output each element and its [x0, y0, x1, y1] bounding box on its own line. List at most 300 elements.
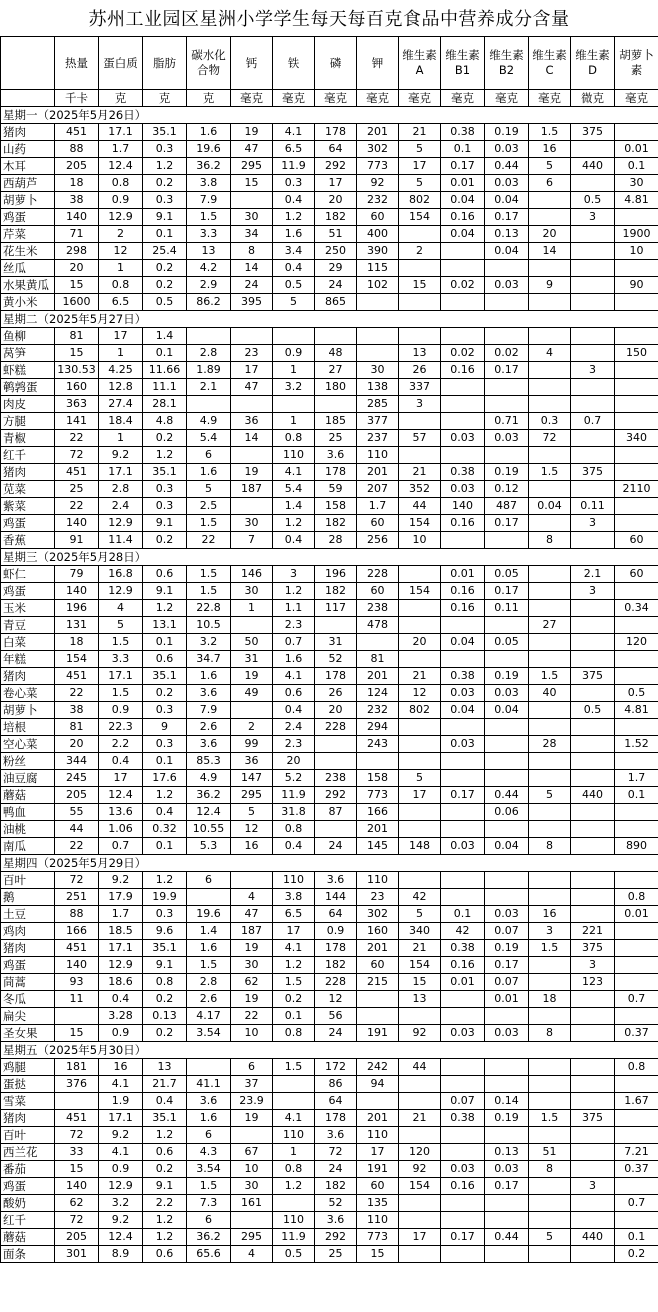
nutrient-value-cell [399, 1246, 441, 1263]
unit-cell: 毫克 [231, 90, 273, 107]
nutrient-value-cell: 17 [399, 158, 441, 175]
nutrient-value-cell: 0.38 [441, 668, 485, 685]
table-row [1, 566, 658, 583]
nutrient-value-cell: 245 [55, 770, 99, 787]
table-row [1, 651, 658, 668]
nutrient-value-cell: 0.6 [143, 651, 187, 668]
nutrient-value-cell [571, 1246, 615, 1263]
nutrient-value-cell: 141 [55, 413, 99, 430]
table-row [1, 141, 658, 158]
table-row [1, 1229, 658, 1246]
nutrient-value-cell [529, 1127, 571, 1144]
nutrient-value-cell: 30 [357, 362, 399, 379]
nutrient-value-cell: 3 [273, 566, 315, 583]
nutrient-value-cell: 3 [571, 583, 615, 600]
nutrient-value-cell [529, 481, 571, 498]
nutrient-value-cell: 18 [55, 175, 99, 192]
nutrient-value-cell: 17.1 [99, 940, 143, 957]
nutrient-value-cell: 13 [143, 1059, 187, 1076]
nutrient-value-cell: 140 [55, 1178, 99, 1195]
nutrient-value-cell [529, 804, 571, 821]
nutrient-value-cell [529, 600, 571, 617]
nutrient-value-cell: 5 [399, 770, 441, 787]
nutrient-value-cell: 28 [315, 532, 357, 549]
nutrient-value-cell: 487 [485, 498, 529, 515]
nutrient-value-cell: 56 [315, 1008, 357, 1025]
table-row [1, 209, 658, 226]
nutrient-value-cell: 21 [399, 668, 441, 685]
nutrient-value-cell: 375 [571, 940, 615, 957]
nutrient-value-cell: 9.2 [99, 872, 143, 889]
nutrient-value-cell: 35.1 [143, 1110, 187, 1127]
nutrient-value-cell: 2.1 [571, 566, 615, 583]
unit-cell: 千卡 [55, 90, 99, 107]
header-cell-vitamin-b1: 维生素B1 [441, 37, 485, 90]
nutrient-value-cell [399, 1008, 441, 1025]
unit-row [1, 90, 658, 107]
nutrient-value-cell: 0.3 [143, 481, 187, 498]
nutrient-value-cell: 5 [99, 617, 143, 634]
nutrient-value-cell [529, 821, 571, 838]
nutrient-value-cell: 3.8 [273, 889, 315, 906]
header-cell-calcium: 钙 [231, 37, 273, 90]
nutrient-value-cell: 5 [529, 787, 571, 804]
nutrient-value-cell: 196 [55, 600, 99, 617]
nutrient-value-cell: 1600 [55, 294, 99, 311]
food-name-cell: 年糕 [1, 651, 55, 668]
nutrient-value-cell: 0.1 [143, 838, 187, 855]
nutrient-value-cell: 17.1 [99, 464, 143, 481]
nutrient-value-cell: 1.1 [273, 600, 315, 617]
nutrient-value-cell: 3.2 [187, 634, 231, 651]
nutrient-value-cell: 0.8 [99, 277, 143, 294]
nutrient-value-cell [571, 294, 615, 311]
food-name-cell: 空心菜 [1, 736, 55, 753]
nutrient-value-cell: 0.04 [441, 192, 485, 209]
nutrient-value-cell: 451 [55, 940, 99, 957]
nutrient-value-cell [187, 1059, 231, 1076]
nutrient-value-cell: 140 [55, 515, 99, 532]
nutrient-value-cell: 9.2 [99, 1127, 143, 1144]
nutrient-value-cell: 11.9 [273, 1229, 315, 1246]
nutrient-value-cell: 0.16 [441, 600, 485, 617]
nutrient-value-cell: 0.1 [143, 634, 187, 651]
table-row [1, 804, 658, 821]
nutrient-value-cell: 0.05 [485, 566, 529, 583]
nutrient-value-cell: 17.1 [99, 124, 143, 141]
nutrient-value-cell: 3.2 [273, 379, 315, 396]
nutrient-value-cell [399, 753, 441, 770]
nutrient-value-cell [571, 770, 615, 787]
nutrient-value-cell [615, 1127, 658, 1144]
food-name-cell: 鸡肉 [1, 923, 55, 940]
nutrient-value-cell: 18.5 [99, 923, 143, 940]
food-name-cell: 南瓜 [1, 838, 55, 855]
nutrient-value-cell: 181 [55, 1059, 99, 1076]
nutrient-value-cell: 285 [357, 396, 399, 413]
nutrient-value-cell: 237 [357, 430, 399, 447]
nutrient-value-cell: 60 [357, 957, 399, 974]
nutrient-value-cell: 0.2 [273, 991, 315, 1008]
nutrient-value-cell: 130.53 [55, 362, 99, 379]
nutrient-value-cell: 33 [55, 1144, 99, 1161]
nutrient-value-cell: 0.4 [143, 1093, 187, 1110]
nutrient-value-cell: 232 [357, 192, 399, 209]
header-cell-vitamin-d: 维生素D [571, 37, 615, 90]
nutrient-value-cell: 0.04 [529, 498, 571, 515]
nutrient-value-cell: 0.7 [571, 413, 615, 430]
nutrient-value-cell [571, 906, 615, 923]
nutrient-value-cell: 22 [187, 532, 231, 549]
nutrient-value-cell: 9 [143, 719, 187, 736]
nutrient-value-cell: 375 [571, 1110, 615, 1127]
nutrient-value-cell: 0.8 [143, 974, 187, 991]
nutrient-value-cell: 0.2 [143, 260, 187, 277]
nutrient-value-cell: 38 [55, 192, 99, 209]
nutrient-value-cell: 4.81 [615, 702, 658, 719]
nutrition-table [0, 36, 658, 1263]
nutrient-value-cell: 20 [529, 226, 571, 243]
header-cell-vitamin-b2: 维生素B2 [485, 37, 529, 90]
nutrient-value-cell: 0.7 [615, 991, 658, 1008]
header-cell-potassium: 钾 [357, 37, 399, 90]
nutrient-value-cell [529, 328, 571, 345]
nutrient-value-cell: 31 [315, 634, 357, 651]
nutrient-value-cell: 201 [357, 668, 399, 685]
food-name-cell: 油豆腐 [1, 770, 55, 787]
day-section-row [1, 311, 658, 328]
food-name-cell: 冬瓜 [1, 991, 55, 1008]
food-name-cell: 酸奶 [1, 1195, 55, 1212]
table-row [1, 226, 658, 243]
nutrient-value-cell: 0.12 [485, 481, 529, 498]
nutrient-value-cell: 0.8 [615, 889, 658, 906]
nutrient-value-cell [441, 1076, 485, 1093]
nutrient-value-cell: 0.3 [143, 498, 187, 515]
nutrient-value-cell: 3.2 [99, 1195, 143, 1212]
nutrient-value-cell: 24 [231, 277, 273, 294]
nutrient-value-cell: 3.6 [187, 685, 231, 702]
nutrient-value-cell: 88 [55, 141, 99, 158]
nutrient-value-cell [571, 991, 615, 1008]
nutrient-value-cell: 158 [315, 498, 357, 515]
nutrient-value-cell: 11 [55, 991, 99, 1008]
nutrient-value-cell [441, 1144, 485, 1161]
nutrient-value-cell [615, 413, 658, 430]
nutrient-value-cell: 9.6 [143, 923, 187, 940]
nutrient-value-cell: 3 [571, 515, 615, 532]
nutrient-value-cell: 34.7 [187, 651, 231, 668]
nutrient-value-cell: 27 [529, 617, 571, 634]
nutrient-value-cell: 478 [357, 617, 399, 634]
nutrient-value-cell: 27 [315, 362, 357, 379]
nutrient-value-cell: 201 [357, 821, 399, 838]
nutrient-value-cell: 12.9 [99, 957, 143, 974]
nutrient-value-cell: 0.34 [615, 600, 658, 617]
nutrient-value-cell [615, 668, 658, 685]
unit-cell: 毫克 [399, 90, 441, 107]
nutrient-value-cell [485, 770, 529, 787]
nutrient-value-cell: 3.54 [187, 1161, 231, 1178]
food-name-cell: 猪肉 [1, 124, 55, 141]
nutrient-value-cell: 145 [357, 838, 399, 855]
nutrient-value-cell [529, 583, 571, 600]
nutrient-value-cell: 3.6 [315, 447, 357, 464]
nutrient-value-cell: 2 [399, 243, 441, 260]
nutrient-value-cell: 14 [529, 243, 571, 260]
nutrient-value-cell [615, 583, 658, 600]
nutrient-value-cell [571, 379, 615, 396]
nutrient-value-cell: 0.02 [441, 345, 485, 362]
nutrient-value-cell: 0.1 [615, 1229, 658, 1246]
nutrient-value-cell [571, 804, 615, 821]
nutrient-value-cell [529, 209, 571, 226]
nutrient-value-cell: 7.21 [615, 1144, 658, 1161]
header-cell-phosphorus: 磷 [315, 37, 357, 90]
table-row [1, 1059, 658, 1076]
nutrient-value-cell: 0.3 [273, 175, 315, 192]
nutrient-value-cell: 0.16 [441, 209, 485, 226]
nutrient-value-cell: 6 [529, 175, 571, 192]
nutrient-value-cell: 17.9 [99, 889, 143, 906]
nutrient-value-cell: 0.3 [143, 906, 187, 923]
nutrient-value-cell: 0.02 [441, 277, 485, 294]
nutrient-value-cell: 144 [315, 889, 357, 906]
food-name-cell: 西兰花 [1, 1144, 55, 1161]
nutrient-value-cell [441, 804, 485, 821]
nutrient-value-cell: 12 [231, 821, 273, 838]
nutrient-value-cell: 375 [571, 668, 615, 685]
nutrient-value-cell: 64 [315, 906, 357, 923]
nutrient-value-cell: 13.1 [143, 617, 187, 634]
nutrient-value-cell: 3 [571, 957, 615, 974]
nutrient-value-cell [485, 889, 529, 906]
nutrient-value-cell: 60 [357, 1178, 399, 1195]
nutrient-value-cell: 20 [315, 192, 357, 209]
nutrient-value-cell: 228 [357, 566, 399, 583]
nutrient-value-cell: 1.4 [143, 328, 187, 345]
nutrient-value-cell: 20 [55, 260, 99, 277]
nutrient-value-cell: 16.8 [99, 566, 143, 583]
nutrient-value-cell: 24 [315, 1025, 357, 1042]
nutrient-value-cell: 41.1 [187, 1076, 231, 1093]
nutrient-value-cell: 0.01 [441, 974, 485, 991]
nutrient-value-cell [571, 1195, 615, 1212]
nutrient-value-cell: 72 [55, 872, 99, 889]
nutrient-value-cell: 158 [357, 770, 399, 787]
nutrient-value-cell [399, 566, 441, 583]
nutrient-value-cell: 2.4 [273, 719, 315, 736]
nutrient-value-cell [571, 226, 615, 243]
nutrient-value-cell: 15 [231, 175, 273, 192]
table-row [1, 753, 658, 770]
nutrient-value-cell: 0.11 [571, 498, 615, 515]
nutrient-value-cell: 0.44 [485, 158, 529, 175]
food-name-cell: 百叶 [1, 872, 55, 889]
nutrient-value-cell: 0.2 [143, 1025, 187, 1042]
nutrient-value-cell: 123 [571, 974, 615, 991]
nutrient-value-cell [399, 821, 441, 838]
nutrient-value-cell: 4.2 [187, 260, 231, 277]
nutrient-value-cell [399, 447, 441, 464]
nutrient-value-cell: 4.1 [273, 1110, 315, 1127]
nutrient-value-cell [485, 1195, 529, 1212]
nutrient-value-cell: 24 [315, 838, 357, 855]
nutrient-value-cell: 0.2 [615, 1246, 658, 1263]
nutrient-value-cell: 1.7 [357, 498, 399, 515]
table-row [1, 821, 658, 838]
nutrient-value-cell: 4.1 [273, 940, 315, 957]
nutrient-value-cell: 8 [529, 838, 571, 855]
nutrient-value-cell [231, 617, 273, 634]
nutrient-value-cell: 0.7 [99, 838, 143, 855]
unit-cell: 毫克 [441, 90, 485, 107]
nutrient-value-cell: 15 [399, 277, 441, 294]
day-label: 星期二（2025年5月27日） [1, 311, 658, 328]
nutrient-value-cell: 44 [399, 1059, 441, 1076]
nutrient-value-cell: 1.7 [615, 770, 658, 787]
nutrient-value-cell [529, 770, 571, 787]
nutrient-value-cell: 0.02 [485, 345, 529, 362]
nutrient-value-cell: 0.03 [441, 1025, 485, 1042]
nutrient-value-cell: 10.5 [187, 617, 231, 634]
nutrient-value-cell: 0.03 [441, 481, 485, 498]
nutrient-value-cell: 0.4 [273, 260, 315, 277]
nutrient-value-cell: 1 [99, 430, 143, 447]
nutrient-value-cell: 0.32 [143, 821, 187, 838]
day-label: 星期五（2025年5月30日） [1, 1042, 658, 1059]
nutrient-value-cell: 9 [529, 277, 571, 294]
nutrient-value-cell [529, 1076, 571, 1093]
nutrient-value-cell: 0.9 [315, 923, 357, 940]
nutrient-value-cell: 22 [55, 838, 99, 855]
header-cell-food [1, 37, 55, 90]
nutrient-value-cell: 1.5 [187, 515, 231, 532]
nutrient-value-cell: 180 [315, 379, 357, 396]
nutrient-value-cell: 802 [399, 702, 441, 719]
nutrient-value-cell: 30 [231, 1178, 273, 1195]
nutrient-value-cell [357, 1093, 399, 1110]
nutrient-value-cell [615, 719, 658, 736]
nutrient-value-cell: 1 [99, 345, 143, 362]
nutrient-value-cell [571, 1093, 615, 1110]
nutrient-value-cell: 1.67 [615, 1093, 658, 1110]
food-name-cell: 鸡蛋 [1, 957, 55, 974]
nutrient-value-cell: 154 [55, 651, 99, 668]
nutrient-value-cell [571, 277, 615, 294]
nutrient-value-cell [485, 872, 529, 889]
food-name-cell: 苋菜 [1, 481, 55, 498]
food-name-cell: 香蕉 [1, 532, 55, 549]
nutrient-value-cell: 2 [231, 719, 273, 736]
food-name-cell: 红千 [1, 447, 55, 464]
nutrient-value-cell: 890 [615, 838, 658, 855]
nutrient-value-cell: 11.9 [273, 787, 315, 804]
nutrient-value-cell: 19 [231, 940, 273, 957]
unit-cell: 克 [99, 90, 143, 107]
nutrient-value-cell: 1.5 [529, 668, 571, 685]
nutrient-value-cell: 0.9 [99, 192, 143, 209]
nutrient-value-cell: 31 [231, 651, 273, 668]
nutrient-value-cell: 4.9 [187, 770, 231, 787]
nutrient-value-cell [399, 600, 441, 617]
nutrient-value-cell: 1.5 [273, 974, 315, 991]
nutrient-value-cell: 154 [399, 1178, 441, 1195]
nutrient-value-cell: 36.2 [187, 158, 231, 175]
nutrient-value-cell [615, 498, 658, 515]
table-row [1, 430, 658, 447]
nutrient-value-cell [485, 1059, 529, 1076]
nutrient-value-cell: 8.9 [99, 1246, 143, 1263]
nutrient-value-cell: 1.5 [187, 1178, 231, 1195]
nutrient-value-cell [571, 396, 615, 413]
nutrient-value-cell [615, 328, 658, 345]
nutrient-value-cell [529, 702, 571, 719]
nutrient-value-cell: 44 [399, 498, 441, 515]
nutrient-value-cell [529, 1093, 571, 1110]
nutrient-value-cell: 6 [187, 872, 231, 889]
nutrient-value-cell [399, 260, 441, 277]
nutrient-value-cell: 0.3 [529, 413, 571, 430]
nutrient-value-cell: 294 [357, 719, 399, 736]
nutrient-value-cell [485, 294, 529, 311]
nutrient-value-cell: 10.55 [187, 821, 231, 838]
nutrient-value-cell: 3 [529, 923, 571, 940]
nutrient-value-cell [615, 957, 658, 974]
nutrient-value-cell [529, 957, 571, 974]
nutrient-value-cell: 1.2 [143, 600, 187, 617]
nutrient-value-cell: 0.19 [485, 124, 529, 141]
nutrient-value-cell: 0.17 [485, 1178, 529, 1195]
nutrient-value-cell: 0.6 [273, 685, 315, 702]
nutrient-value-cell: 8 [529, 1161, 571, 1178]
nutrient-value-cell: 42 [399, 889, 441, 906]
nutrient-value-cell: 0.03 [485, 685, 529, 702]
nutrient-value-cell [441, 532, 485, 549]
nutrient-value-cell: 1.2 [143, 1212, 187, 1229]
nutrient-value-cell: 0.8 [273, 430, 315, 447]
nutrient-value-cell: 5.4 [187, 430, 231, 447]
nutrient-value-cell: 110 [357, 872, 399, 889]
food-name-cell: 土豆 [1, 906, 55, 923]
nutrient-value-cell [571, 1127, 615, 1144]
table-row [1, 957, 658, 974]
food-name-cell: 黄小米 [1, 294, 55, 311]
nutrient-value-cell: 0.71 [485, 413, 529, 430]
food-name-cell: 培根 [1, 719, 55, 736]
nutrient-value-cell: 0.5 [571, 192, 615, 209]
table-row [1, 277, 658, 294]
nutrient-value-cell [231, 1212, 273, 1229]
nutrient-value-cell: 1.2 [143, 447, 187, 464]
nutrient-value-cell: 2 [99, 226, 143, 243]
nutrient-value-cell: 102 [357, 277, 399, 294]
nutrient-value-cell: 1.89 [187, 362, 231, 379]
nutrient-value-cell: 12.9 [99, 515, 143, 532]
food-name-cell: 猪肉 [1, 1110, 55, 1127]
nutrient-value-cell [485, 1008, 529, 1025]
nutrient-value-cell: 85.3 [187, 753, 231, 770]
nutrient-value-cell [571, 600, 615, 617]
nutrient-value-cell: 0.16 [441, 362, 485, 379]
food-name-cell: 鱼柳 [1, 328, 55, 345]
nutrient-value-cell [399, 1093, 441, 1110]
day-section-row [1, 549, 658, 566]
nutrient-value-cell: 120 [399, 1144, 441, 1161]
nutrient-value-cell: 298 [55, 243, 99, 260]
nutrient-value-cell [485, 617, 529, 634]
nutrient-value-cell: 178 [315, 464, 357, 481]
